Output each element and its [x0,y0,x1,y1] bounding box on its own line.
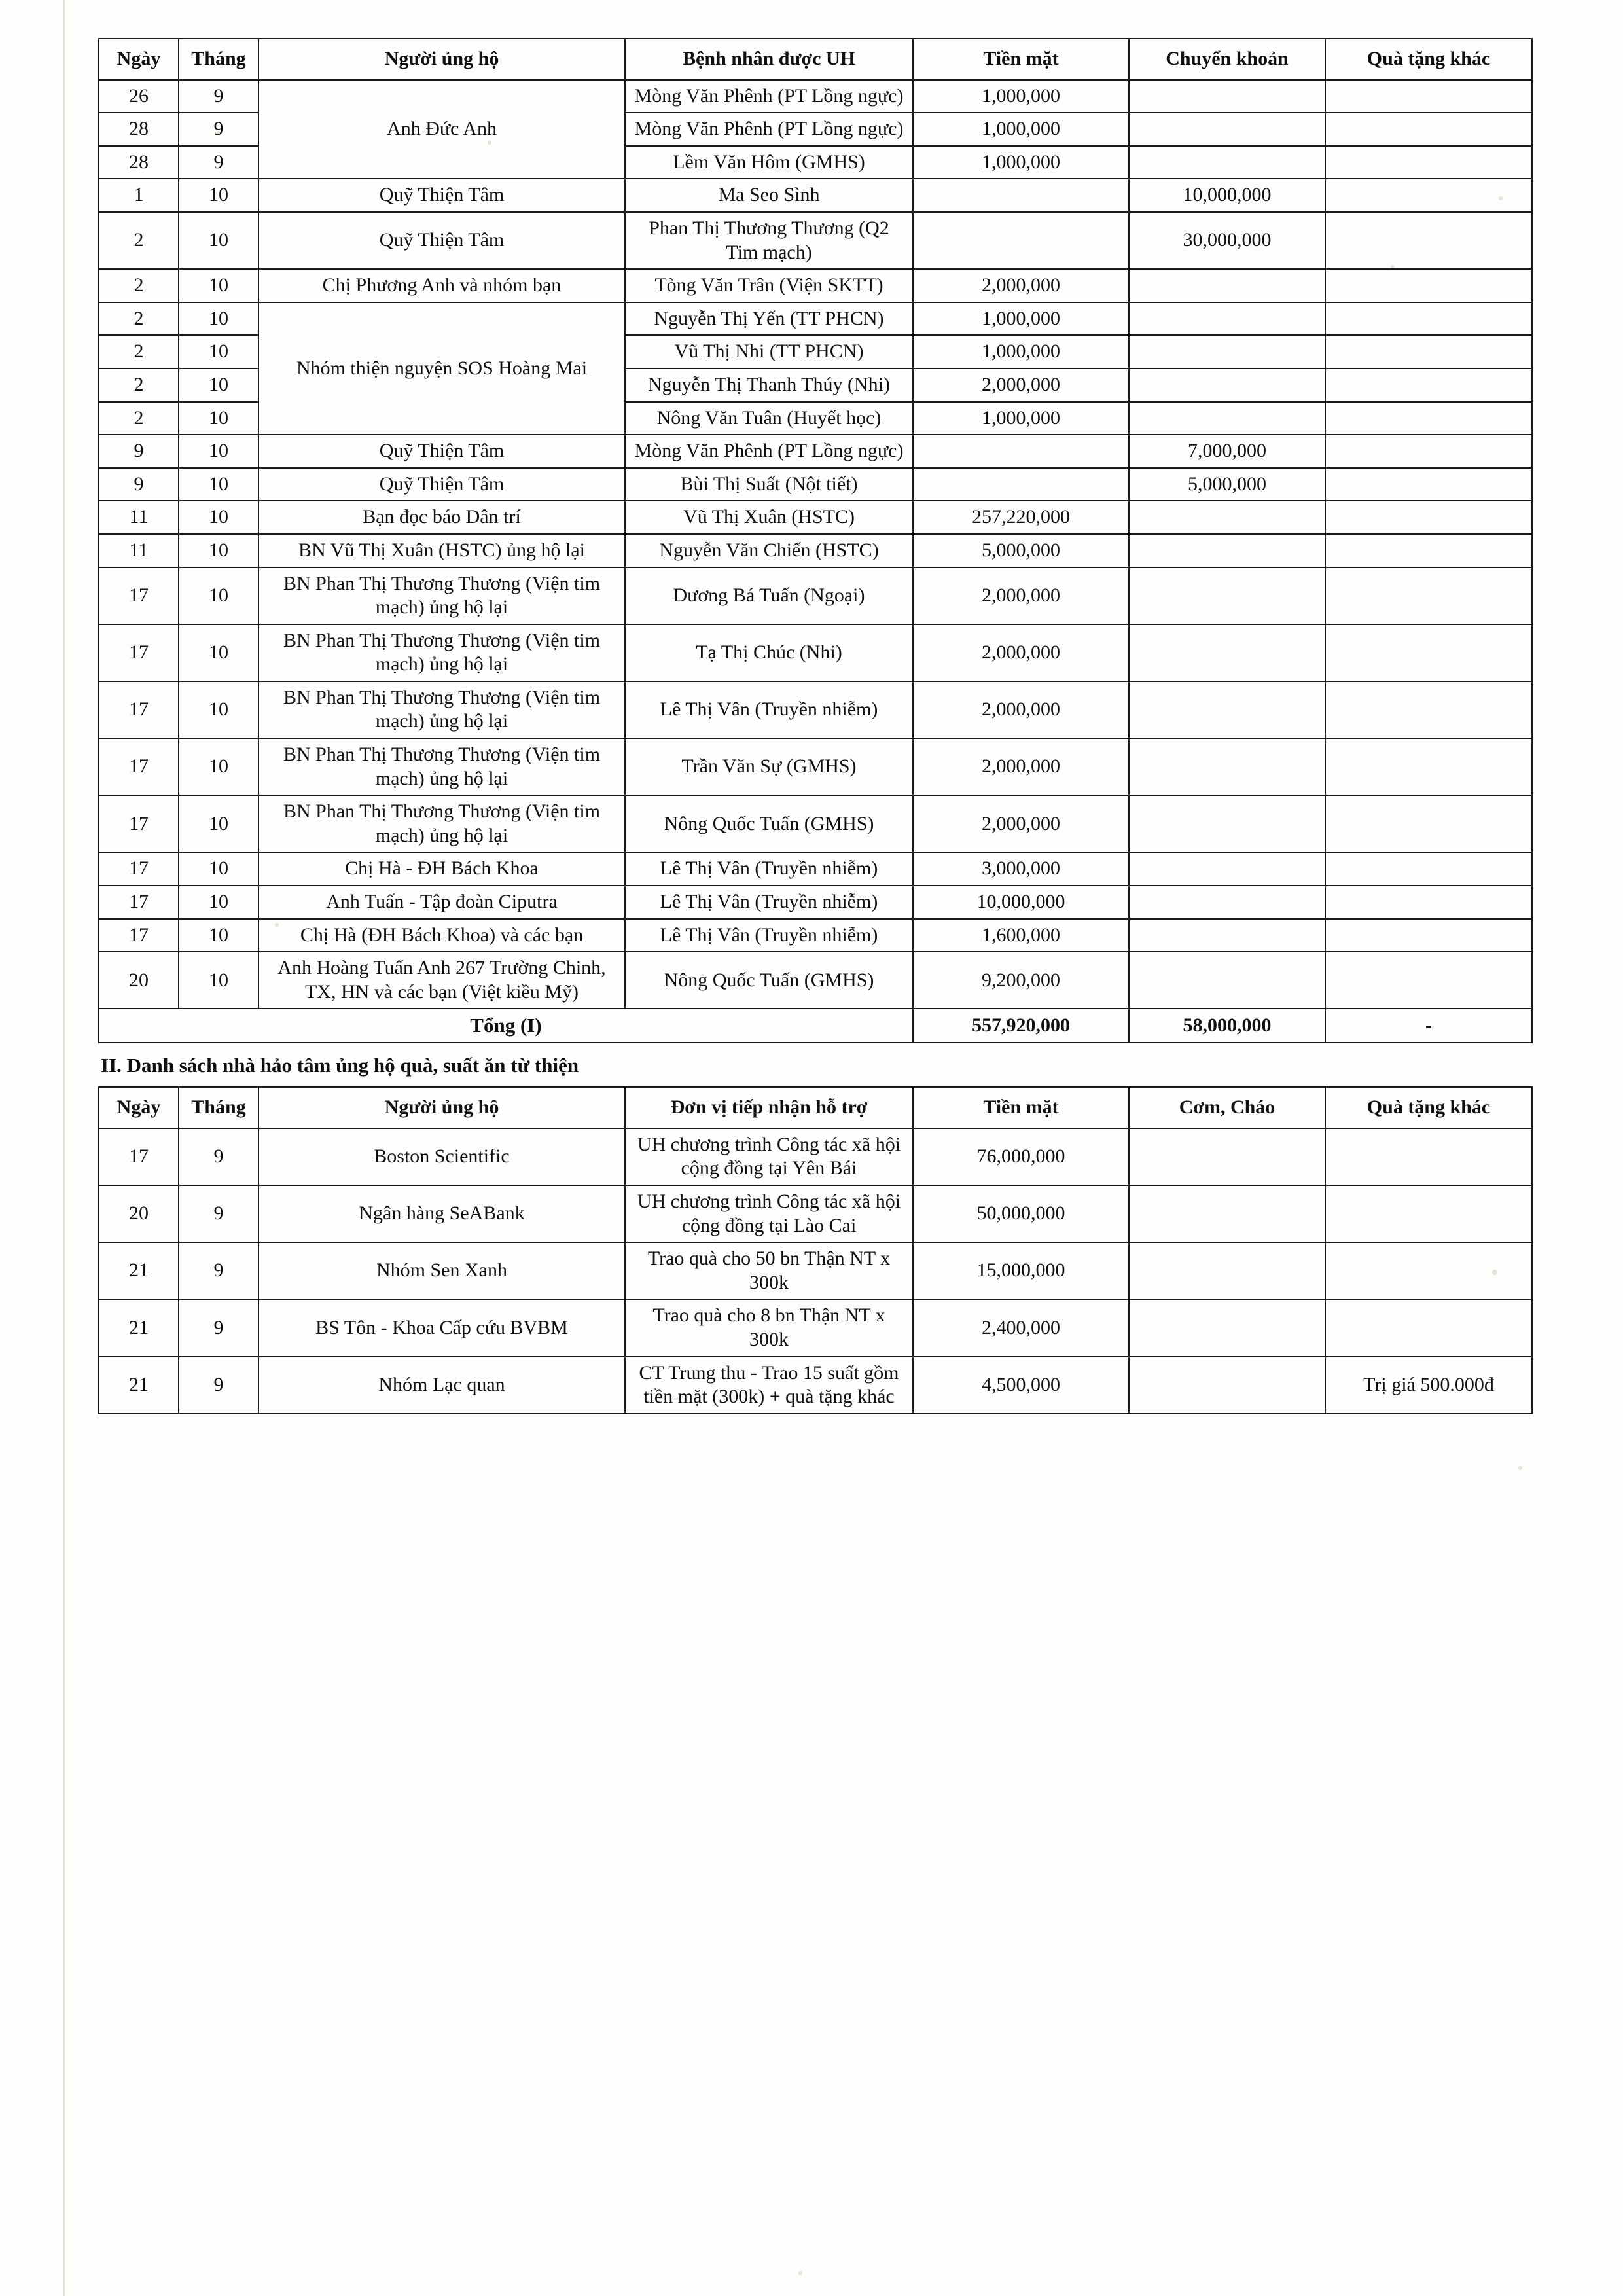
cell-month: 10 [179,624,259,681]
col-header-patient: Bệnh nhân được UH [625,39,913,80]
cell-patient: Tòng Văn Trân (Viện SKTT) [625,269,913,302]
cell-day: 17 [99,886,179,919]
cell-donor: BN Vũ Thị Xuân (HSTC) ủng hộ lại [259,534,625,567]
cell-unit: CT Trung thu - Trao 15 suất gồm tiền mặt (300k) + quà tặng khác [625,1357,913,1414]
cell-bank [1129,567,1325,624]
cell-patient: Nông Quốc Tuấn (GMHS) [625,952,913,1009]
cell-gift [1325,146,1532,179]
cell-cash: 76,000,000 [913,1128,1129,1185]
cell-gift [1325,113,1532,146]
cell-month: 10 [179,179,259,212]
cell-day: 17 [99,919,179,952]
cell-cash [913,468,1129,501]
cell-gift [1325,852,1532,886]
cell-bank [1129,80,1325,113]
cell-cash: 2,000,000 [913,269,1129,302]
cell-donor: Boston Scientific [259,1128,625,1185]
cell-day: 2 [99,212,179,269]
cell-day: 17 [99,795,179,852]
cell-day: 1 [99,179,179,212]
table-row [99,1299,1532,1356]
cell-bank: 7,000,000 [1129,435,1325,468]
cell-cash [913,179,1129,212]
cell-donor: BN Phan Thị Thương Thương (Viện tim mạch) ủng hộ lại [259,681,625,738]
cell-gift [1325,435,1532,468]
cell-donor: BN Phan Thị Thương Thương (Viện tim mạch) ủng hộ lại [259,624,625,681]
table-row [99,952,1532,1009]
cell-cash: 1,000,000 [913,146,1129,179]
col-header-day: Ngày [99,39,179,80]
cell-patient: Tạ Thị Chúc (Nhi) [625,624,913,681]
cell-meal [1129,1185,1325,1242]
cell-bank [1129,402,1325,435]
cell-cash: 2,000,000 [913,368,1129,402]
cell-cash: 2,000,000 [913,738,1129,795]
cell-patient: Vũ Thị Xuân (HSTC) [625,501,913,534]
cell-donor: Anh Đức Anh [259,80,625,179]
cell-month: 10 [179,852,259,886]
cell-gift [1325,567,1532,624]
cell-donor: Nhóm thiện nguyện SOS Hoàng Mai [259,302,625,435]
cell-gift [1325,368,1532,402]
col-header-day: Ngày [99,1087,179,1128]
cell-month: 10 [179,738,259,795]
table-row [99,624,1532,681]
table-row [99,567,1532,624]
cell-patient: Bùi Thị Suất (Nột tiết) [625,468,913,501]
table-row [99,302,1532,336]
cell-bank [1129,624,1325,681]
cell-gift [1325,952,1532,1009]
cell-unit: UH chương trình Công tác xã hội cộng đồng tại Lào Cai [625,1185,913,1242]
donation-table-section-2 [98,1086,1533,1414]
table-row [99,919,1532,952]
cell-cash: 1,000,000 [913,335,1129,368]
table-row [99,468,1532,501]
cell-donor: Quỹ Thiện Tâm [259,179,625,212]
table-row [99,681,1532,738]
total-label: Tổng (I) [99,1009,913,1043]
table-row [99,80,1532,113]
table-row [99,534,1532,567]
cell-day: 11 [99,534,179,567]
cell-meal [1129,1357,1325,1414]
donation-table-section-1 [98,38,1533,1043]
cell-day: 17 [99,1128,179,1185]
cell-patient: Nguyễn Thị Yến (TT PHCN) [625,302,913,336]
cell-day: 2 [99,368,179,402]
cell-donor: Quỹ Thiện Tâm [259,468,625,501]
cell-gift [1325,1185,1532,1242]
cell-patient: Trần Văn Sự (GMHS) [625,738,913,795]
cell-bank [1129,501,1325,534]
table-header-row [99,39,1532,80]
cell-cash: 1,600,000 [913,919,1129,952]
scan-edge-line [63,0,65,2296]
col-header-meal: Cơm, Cháo [1129,1087,1325,1128]
cell-month: 10 [179,795,259,852]
col-header-donor: Người ủng hộ [259,1087,625,1128]
cell-month: 9 [179,1299,259,1356]
cell-bank [1129,738,1325,795]
col-header-donor: Người ủng hộ [259,39,625,80]
cell-day: 21 [99,1357,179,1414]
cell-meal [1129,1242,1325,1299]
cell-month: 10 [179,919,259,952]
cell-month: 10 [179,212,259,269]
document-body [98,38,1531,1414]
cell-donor: Nhóm Sen Xanh [259,1242,625,1299]
cell-unit: UH chương trình Công tác xã hội cộng đồng tại Yên Bái [625,1128,913,1185]
total-gift: - [1325,1009,1532,1043]
cell-patient: Vũ Thị Nhi (TT PHCN) [625,335,913,368]
cell-patient: Lê Thị Vân (Truyền nhiễm) [625,681,913,738]
table-row [99,179,1532,212]
cell-donor: BN Phan Thị Thương Thương (Viện tim mạch) ủng hộ lại [259,567,625,624]
total-bank: 58,000,000 [1129,1009,1325,1043]
table-row [99,795,1532,852]
cell-bank [1129,302,1325,336]
cell-bank: 30,000,000 [1129,212,1325,269]
cell-bank: 5,000,000 [1129,468,1325,501]
table-row [99,269,1532,302]
cell-patient: Lê Thị Vân (Truyền nhiễm) [625,852,913,886]
cell-cash: 1,000,000 [913,402,1129,435]
cell-month: 10 [179,681,259,738]
cell-cash: 15,000,000 [913,1242,1129,1299]
cell-day: 17 [99,738,179,795]
cell-cash: 2,000,000 [913,795,1129,852]
cell-unit: Trao quà cho 50 bn Thận NT x 300k [625,1242,913,1299]
cell-cash: 50,000,000 [913,1185,1129,1242]
cell-cash: 2,000,000 [913,624,1129,681]
cell-day: 20 [99,952,179,1009]
cell-cash: 1,000,000 [913,80,1129,113]
section-2-title: II. Danh sách nhà hảo tâm ủng hộ quà, suất ăn từ thiện [101,1054,579,1077]
cell-gift [1325,624,1532,681]
cell-donor: BN Phan Thị Thương Thương (Viện tim mạch) ủng hộ lại [259,795,625,852]
cell-cash: 3,000,000 [913,852,1129,886]
cell-cash: 2,000,000 [913,681,1129,738]
cell-day: 11 [99,501,179,534]
cell-month: 10 [179,468,259,501]
cell-month: 10 [179,567,259,624]
cell-day: 2 [99,402,179,435]
table-row [99,501,1532,534]
col-header-unit: Đơn vị tiếp nhận hỗ trợ [625,1087,913,1128]
cell-month: 9 [179,146,259,179]
cell-patient: Lê Thị Vân (Truyền nhiễm) [625,919,913,952]
cell-gift [1325,402,1532,435]
cell-donor: Ngân hàng SeABank [259,1185,625,1242]
cell-cash: 2,000,000 [913,567,1129,624]
scan-speck [1518,1466,1522,1470]
cell-cash: 1,000,000 [913,302,1129,336]
cell-month: 10 [179,402,259,435]
col-header-month: Tháng [179,1087,259,1128]
col-header-gift: Quà tặng khác [1325,1087,1532,1128]
cell-month: 10 [179,269,259,302]
cell-cash: 4,500,000 [913,1357,1129,1414]
table-row [99,212,1532,269]
cell-gift [1325,269,1532,302]
table-row [99,738,1532,795]
table-row [99,1185,1532,1242]
cell-donor: Quỹ Thiện Tâm [259,212,625,269]
cell-month: 9 [179,113,259,146]
cell-gift [1325,335,1532,368]
cell-patient: Mòng Văn Phênh (PT Lồng ngực) [625,80,913,113]
cell-bank [1129,795,1325,852]
cell-cash [913,435,1129,468]
cell-day: 21 [99,1299,179,1356]
cell-day: 20 [99,1185,179,1242]
table-row [99,1357,1532,1414]
total-cash: 557,920,000 [913,1009,1129,1043]
cell-month: 10 [179,952,259,1009]
cell-bank [1129,335,1325,368]
cell-month: 9 [179,80,259,113]
cell-month: 10 [179,501,259,534]
cell-bank [1129,919,1325,952]
cell-gift [1325,534,1532,567]
cell-gift [1325,1128,1532,1185]
cell-gift [1325,738,1532,795]
table-row [99,1242,1532,1299]
cell-patient: Nguyễn Thị Thanh Thúy (Nhi) [625,368,913,402]
cell-gift [1325,681,1532,738]
cell-meal [1129,1128,1325,1185]
cell-bank [1129,368,1325,402]
cell-gift [1325,1242,1532,1299]
cell-month: 10 [179,435,259,468]
cell-donor: Bạn đọc báo Dân trí [259,501,625,534]
cell-bank [1129,146,1325,179]
cell-day: 21 [99,1242,179,1299]
cell-patient: Nông Văn Tuân (Huyết học) [625,402,913,435]
cell-gift [1325,212,1532,269]
cell-unit: Trao quà cho 8 bn Thận NT x 300k [625,1299,913,1356]
cell-donor: BS Tôn - Khoa Cấp cứu BVBM [259,1299,625,1356]
cell-gift [1325,886,1532,919]
cell-patient: Ma Seo Sình [625,179,913,212]
cell-day: 2 [99,335,179,368]
cell-day: 2 [99,302,179,336]
cell-month: 9 [179,1357,259,1414]
cell-month: 10 [179,302,259,336]
cell-gift [1325,1299,1532,1356]
cell-month: 10 [179,335,259,368]
cell-bank [1129,952,1325,1009]
cell-day: 28 [99,146,179,179]
cell-bank [1129,852,1325,886]
cell-day: 9 [99,435,179,468]
cell-patient: Lê Thị Vân (Truyền nhiễm) [625,886,913,919]
col-header-cash: Tiền mặt [913,39,1129,80]
cell-month: 9 [179,1185,259,1242]
table-row [99,852,1532,886]
cell-donor: Nhóm Lạc quan [259,1357,625,1414]
cell-gift [1325,501,1532,534]
cell-gift [1325,919,1532,952]
cell-patient: Mòng Văn Phênh (PT Lồng ngực) [625,435,913,468]
cell-gift [1325,468,1532,501]
cell-day: 17 [99,852,179,886]
cell-cash: 257,220,000 [913,501,1129,534]
cell-month: 9 [179,1128,259,1185]
cell-cash: 9,200,000 [913,952,1129,1009]
cell-patient: Phan Thị Thương Thương (Q2 Tim mạch) [625,212,913,269]
cell-day: 26 [99,80,179,113]
cell-donor: Anh Tuấn - Tập đoàn Ciputra [259,886,625,919]
cell-cash: 1,000,000 [913,113,1129,146]
cell-day: 2 [99,269,179,302]
cell-month: 10 [179,886,259,919]
cell-bank: 10,000,000 [1129,179,1325,212]
cell-gift: Trị giá 500.000đ [1325,1357,1532,1414]
cell-patient: Nguyễn Văn Chiến (HSTC) [625,534,913,567]
cell-gift [1325,302,1532,336]
cell-bank [1129,886,1325,919]
cell-cash: 2,400,000 [913,1299,1129,1356]
table-row [99,435,1532,468]
cell-donor: Chị Hà (ĐH Bách Khoa) và các bạn [259,919,625,952]
cell-patient: Mòng Văn Phênh (PT Lồng ngực) [625,113,913,146]
col-header-cash: Tiền mặt [913,1087,1129,1128]
scan-speck [798,2271,802,2275]
cell-month: 10 [179,368,259,402]
cell-gift [1325,80,1532,113]
cell-gift [1325,795,1532,852]
cell-bank [1129,534,1325,567]
cell-day: 17 [99,624,179,681]
cell-day: 17 [99,567,179,624]
cell-bank [1129,681,1325,738]
col-header-bank: Chuyển khoản [1129,39,1325,80]
cell-month: 10 [179,534,259,567]
cell-donor: Anh Hoàng Tuấn Anh 267 Trường Chinh, TX, HN và các bạn (Việt kiều Mỹ) [259,952,625,1009]
cell-donor: Chị Phương Anh và nhóm bạn [259,269,625,302]
cell-gift [1325,179,1532,212]
cell-cash: 5,000,000 [913,534,1129,567]
cell-patient: Dương Bá Tuấn (Ngoại) [625,567,913,624]
cell-bank [1129,269,1325,302]
cell-day: 28 [99,113,179,146]
col-header-month: Tháng [179,39,259,80]
col-header-gift: Quà tặng khác [1325,39,1532,80]
cell-cash: 10,000,000 [913,886,1129,919]
cell-day: 9 [99,468,179,501]
cell-month: 9 [179,1242,259,1299]
cell-donor: Chị Hà - ĐH Bách Khoa [259,852,625,886]
cell-donor: Quỹ Thiện Tâm [259,435,625,468]
table-row [99,1128,1532,1185]
cell-cash [913,212,1129,269]
table-row [99,886,1532,919]
table-header-row [99,1087,1532,1128]
table-total-row [99,1009,1532,1043]
cell-meal [1129,1299,1325,1356]
cell-patient: Nông Quốc Tuấn (GMHS) [625,795,913,852]
cell-donor: BN Phan Thị Thương Thương (Viện tim mạch) ủng hộ lại [259,738,625,795]
cell-day: 17 [99,681,179,738]
cell-patient: Lềm Văn Hôm (GMHS) [625,146,913,179]
cell-bank [1129,113,1325,146]
